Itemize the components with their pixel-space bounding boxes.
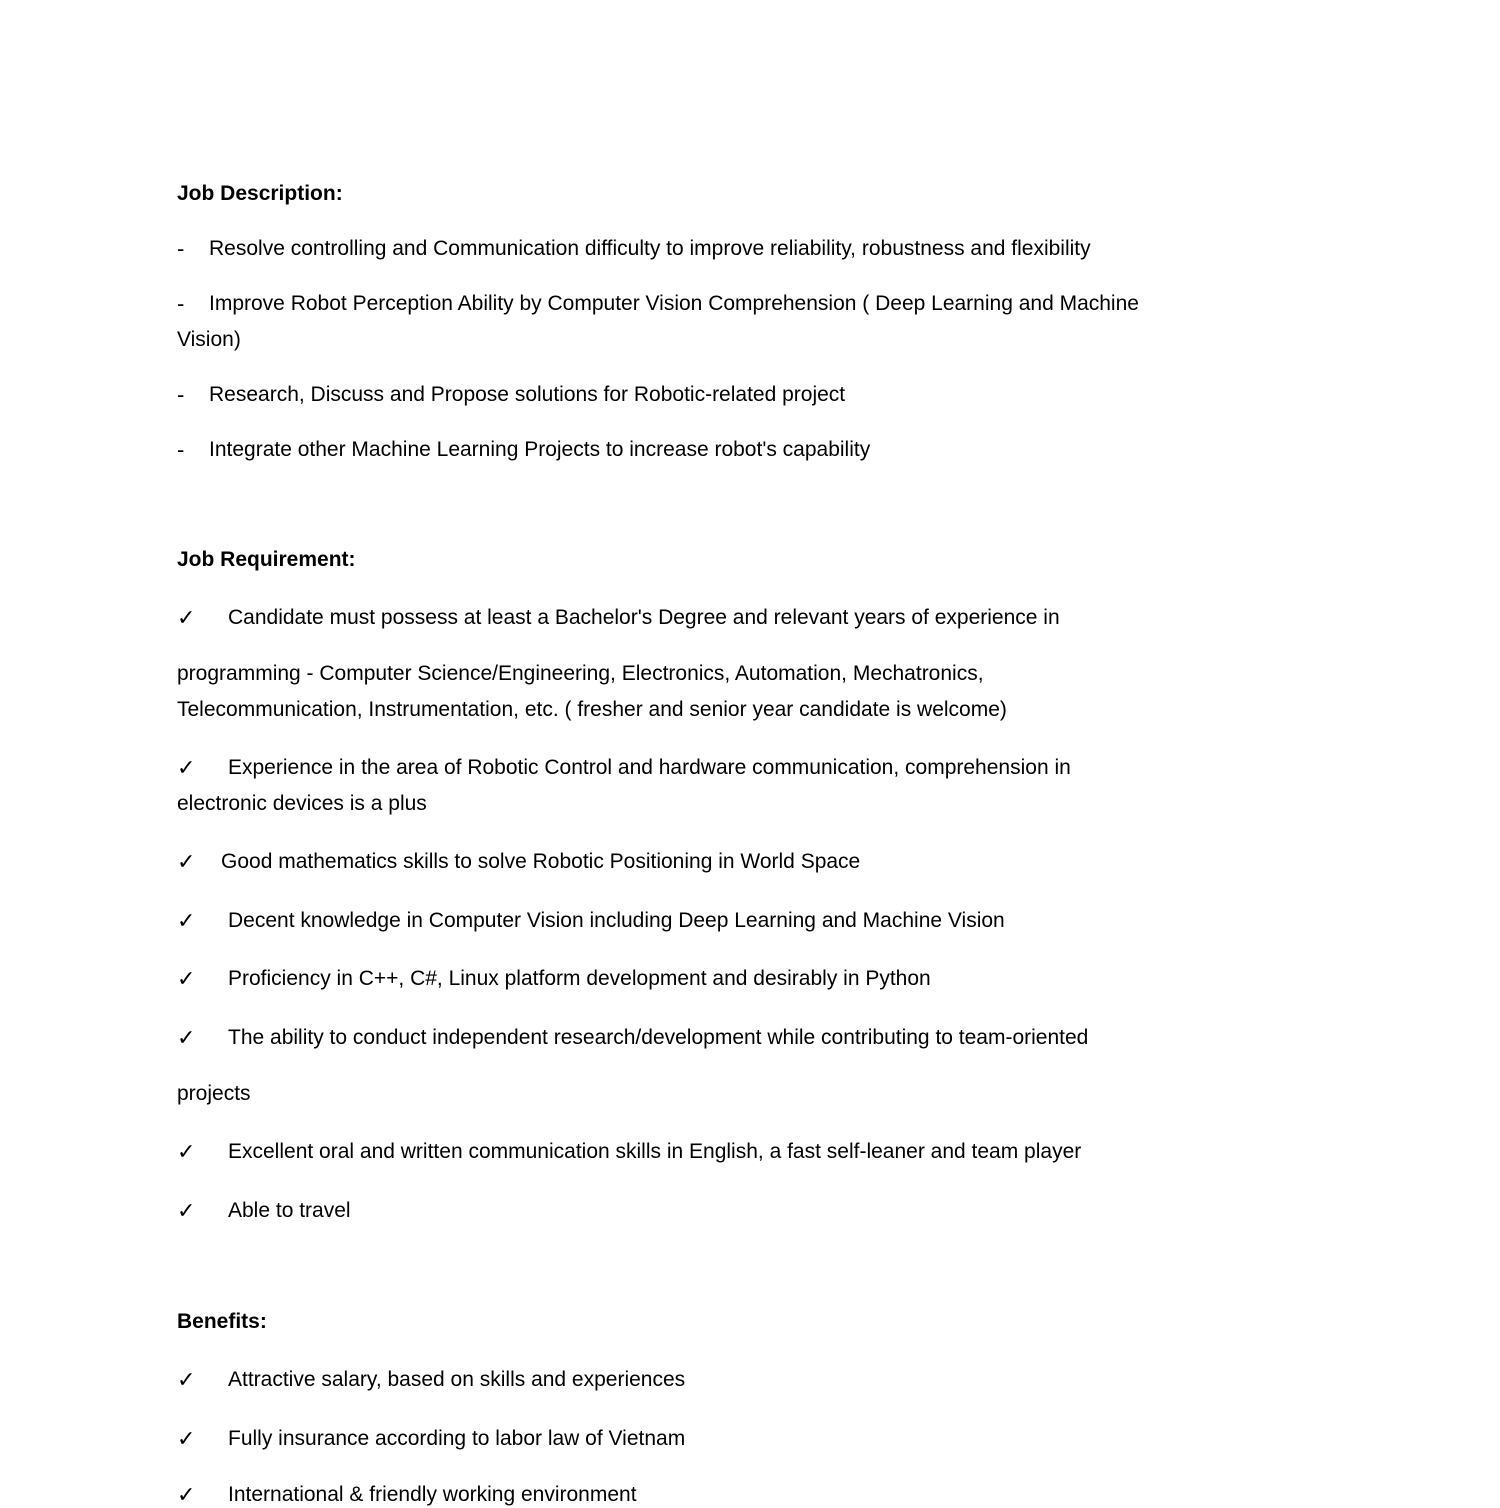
list-item: Resolve controlling and Communication difficulty to improve reliability, robustness and flexibility: [209, 237, 1091, 260]
checkmark-icon: ✓: [177, 908, 196, 933]
dash-bullet: -: [177, 437, 185, 462]
checkmark-icon: ✓: [177, 1025, 196, 1050]
checkmark-icon: ✓: [177, 605, 196, 630]
dash-bullet: -: [177, 291, 185, 316]
benefits-heading: Benefits:: [177, 1310, 267, 1333]
dash-bullet: -: [177, 382, 185, 407]
list-item-continuation: projects: [177, 1082, 251, 1105]
list-item: Candidate must possess at least a Bachelor's Degree and relevant years of experience in: [228, 606, 1060, 629]
list-item: Fully insurance according to labor law of Vietnam: [228, 1427, 686, 1450]
list-item: Decent knowledge in Computer Vision including Deep Learning and Machine Vision: [228, 909, 1005, 932]
checkmark-icon: ✓: [177, 1426, 196, 1451]
list-item-continuation: programming - Computer Science/Engineering, Electronics, Automation, Mechatronics,: [177, 662, 984, 685]
job-requirement-heading: Job Requirement:: [177, 548, 356, 571]
list-item: Attractive salary, based on skills and experiences: [228, 1368, 686, 1391]
checkmark-icon: ✓: [177, 755, 196, 780]
dash-bullet: -: [177, 236, 185, 261]
list-item: The ability to conduct independent research/development while contributing to team-oriented: [228, 1026, 1089, 1049]
list-item: Able to travel: [228, 1199, 351, 1222]
checkmark-icon: ✓: [177, 1367, 196, 1392]
list-item: Integrate other Machine Learning Projects to increase robot's capability: [209, 438, 871, 461]
list-item: Research, Discuss and Propose solutions for Robotic-related project: [209, 383, 846, 406]
list-item: Excellent oral and written communication skills in English, a fast self-leaner and team player: [228, 1140, 1082, 1163]
list-item: Proficiency in C++, C#, Linux platform development and desirably in Python: [228, 967, 931, 990]
checkmark-icon: ✓: [177, 1198, 196, 1223]
list-item: Improve Robot Perception Ability by Computer Vision Comprehension ( Deep Learning and Machine: [209, 292, 1139, 315]
checkmark-icon: ✓: [177, 966, 196, 991]
checkmark-icon: ✓: [177, 1482, 196, 1507]
list-item: Good mathematics skills to solve Robotic Positioning in World Space: [221, 850, 861, 873]
list-item-continuation: Vision): [177, 328, 241, 351]
list-item: International & friendly working environment: [228, 1483, 637, 1506]
list-item-continuation: Telecommunication, Instrumentation, etc. ( fresher and senior year candidate is welcome): [177, 698, 1007, 721]
job-description-heading: Job Description:: [177, 182, 343, 205]
checkmark-icon: ✓: [177, 1139, 196, 1164]
list-item: Experience in the area of Robotic Control and hardware communication, comprehension in: [228, 756, 1071, 779]
list-item-continuation: electronic devices is a plus: [177, 792, 427, 815]
checkmark-icon: ✓: [177, 849, 196, 874]
